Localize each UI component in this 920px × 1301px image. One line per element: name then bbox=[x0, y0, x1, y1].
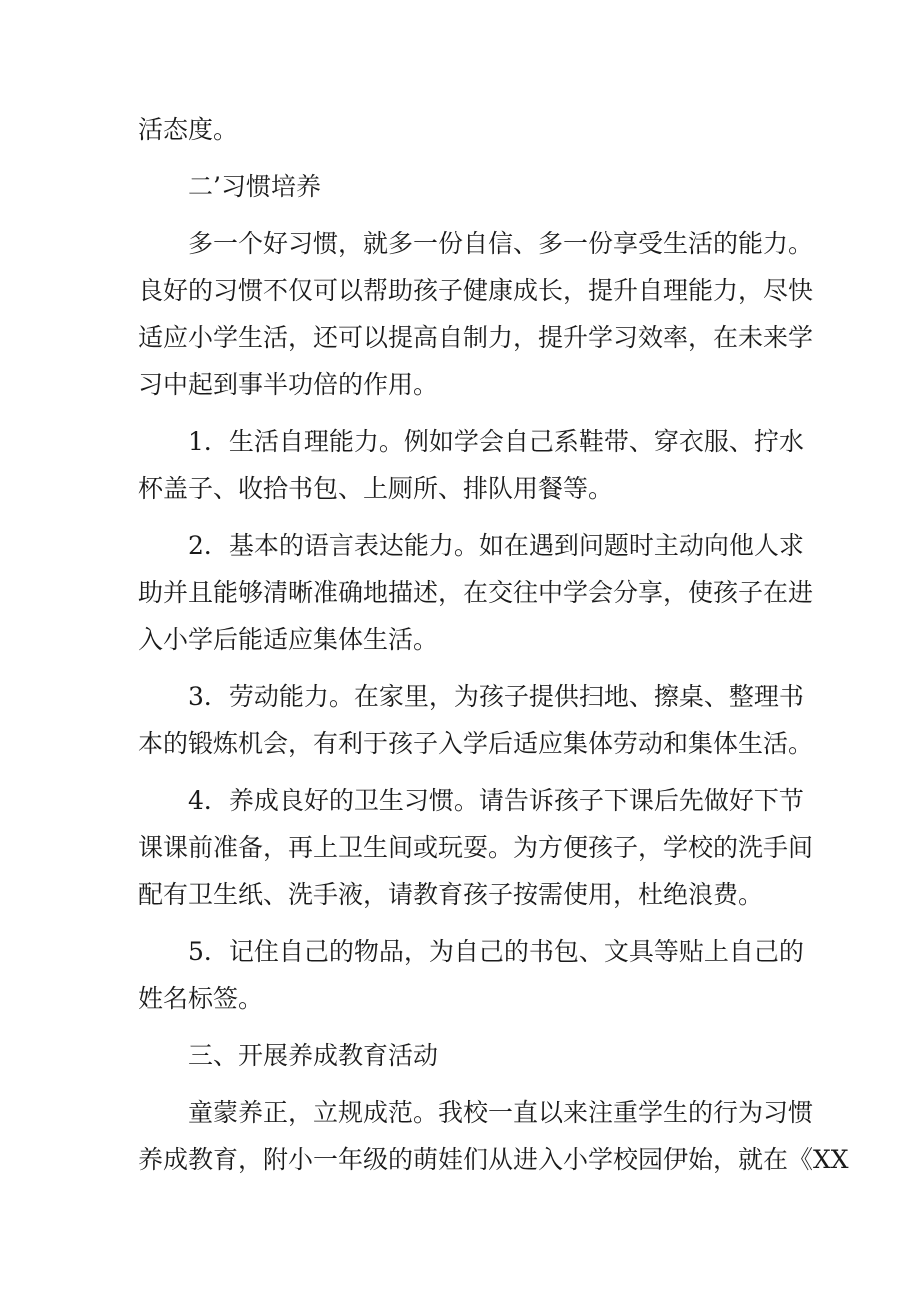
paragraph-activities bbox=[138, 1089, 849, 1183]
text-line: 杯盖子、收拾书包、上厕所、排队用餐等。 bbox=[138, 474, 614, 503]
text-line: 入小学后能适应集体生活。 bbox=[138, 625, 439, 654]
paragraph-continuation bbox=[138, 106, 796, 153]
text-line: 童蒙养正，立规成范。我校一直以来注重学生的行为习惯 bbox=[188, 1098, 814, 1127]
text-line: 习中起到事半功倍的作用。 bbox=[138, 370, 439, 399]
text-line: 多一个好习惯，就多一份自信、多一份享受生活的能力。 bbox=[188, 229, 814, 258]
list-item-4 bbox=[138, 777, 814, 918]
text-line: 养成教育，附小一年级的萌娃们从进入小学校园伊始，就在《XX bbox=[138, 1145, 849, 1174]
text-line: 良好的习惯不仅可以帮助孩子健康成长，提升自理能力，尽快 bbox=[138, 276, 814, 305]
section-heading-habit-training bbox=[138, 163, 796, 210]
text-line: 3．劳动能力。在家里，为孩子提供扫地、擦桌、整理书 bbox=[188, 682, 804, 711]
list-item-2 bbox=[138, 522, 814, 663]
text-line: 5．记住自己的物品，为自己的书包、文具等贴上自己的 bbox=[188, 937, 804, 966]
list-item-5 bbox=[138, 928, 804, 1022]
text-line: 课课前准备，再上卫生间或玩耍。为方便孩子，学校的洗手间 bbox=[138, 833, 814, 862]
list-item-3 bbox=[138, 673, 814, 767]
list-item-1 bbox=[138, 418, 804, 512]
text-line: 本的锻炼机会，有利于孩子入学后适应集体劳动和集体生活。 bbox=[138, 729, 814, 758]
document-body bbox=[138, 106, 849, 1183]
text-line: 配有卫生纸、洗手液，请教育孩子按需使用，杜绝浪费。 bbox=[138, 880, 764, 909]
text-line: 活态度。 bbox=[138, 115, 239, 144]
text-line: 助并且能够清晰准确地描述，在交往中学会分享，使孩子在进 bbox=[138, 578, 814, 607]
paragraph-intro bbox=[138, 220, 814, 408]
text-line: 二’习惯培养 bbox=[188, 172, 321, 201]
text-line: 4．养成良好的卫生习惯。请告诉孩子下课后先做好下节 bbox=[188, 786, 804, 815]
text-line: 适应小学生活，还可以提高自制力，提升学习效率，在未来学 bbox=[138, 323, 814, 352]
text-line: 2．基本的语言表达能力。如在遇到问题时主动向他人求 bbox=[188, 531, 804, 560]
text-line: 三、开展养成教育活动 bbox=[188, 1041, 439, 1070]
text-line: 姓名标签。 bbox=[138, 984, 264, 1013]
section-heading-activities bbox=[138, 1032, 796, 1079]
text-line: 1．生活自理能力。例如学会自己系鞋带、穿衣服、拧水 bbox=[188, 427, 804, 456]
